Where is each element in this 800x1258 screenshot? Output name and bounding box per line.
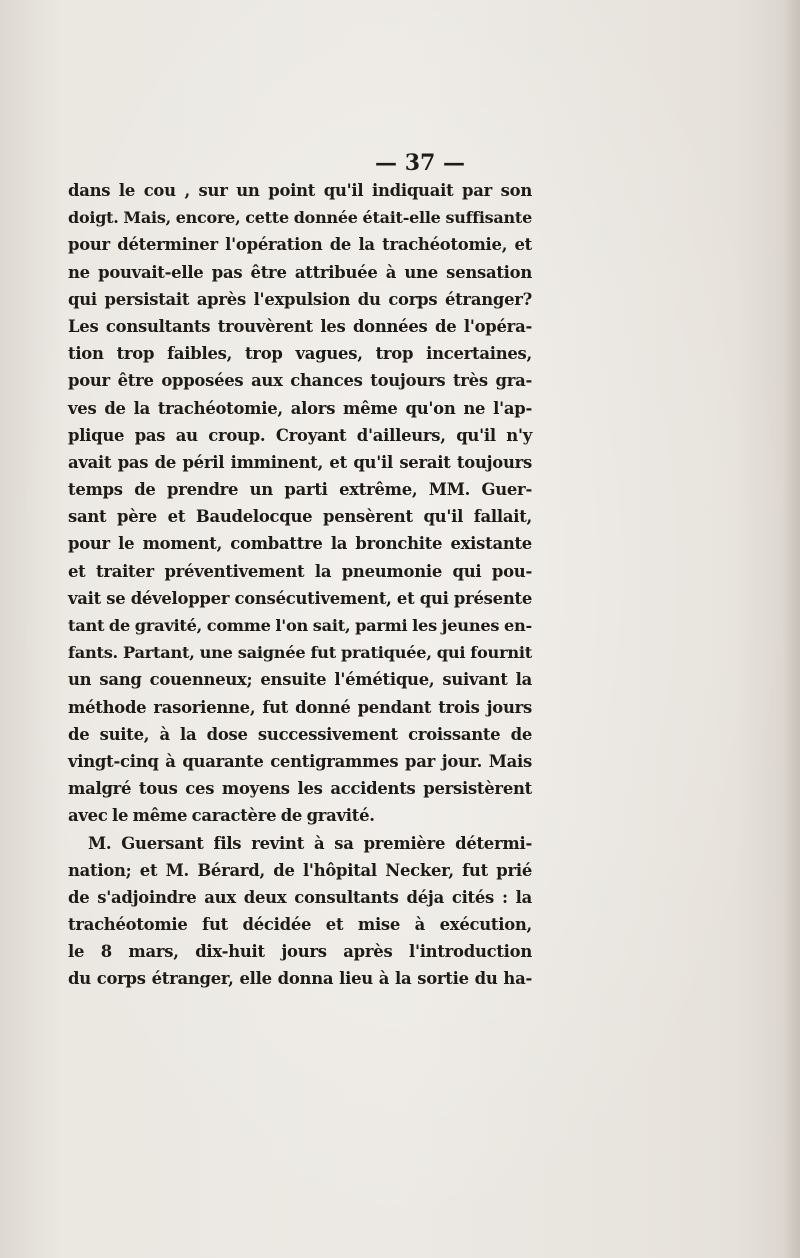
text-line: pour être opposées aux chances toujours très gra- xyxy=(68,371,532,391)
text-line: fants. Partant, une saignée fut pratiquée, qui fournit xyxy=(68,643,532,663)
text-line: et traiter préventivement la pneumonie qui pou- xyxy=(68,561,532,581)
text-line: malgré tous ces moyens les accidents persistèrent xyxy=(68,779,532,799)
text-line: tant de gravité, comme l'on sait, parmi les jeunes en- xyxy=(68,616,532,635)
text-line: du corps étranger, elle donna lieu à la sortie du ha- xyxy=(68,969,532,989)
text-line: vingt-cinq à quarante centigrammes par jour. Mais xyxy=(68,751,532,771)
text-line: le 8 mars, dix-huit jours après l'introduction xyxy=(68,942,532,962)
text-line: sant père et Baudelocque pensèrent qu'il fallait, xyxy=(68,507,532,527)
text-line: plique pas au croup. Croyant d'ailleurs, qu'il n'y xyxy=(68,425,532,445)
body-text xyxy=(68,177,532,993)
text-line: vait se développer consécutivement, et qui présente xyxy=(68,588,532,608)
text-line: Les consultants trouvèrent les données de l'opéra- xyxy=(68,316,532,336)
text-line: tion trop faibles, trop vagues, trop incertaines, xyxy=(68,344,532,364)
text-line: avec le même caractère de gravité. xyxy=(68,806,375,826)
text-line: dans le cou , sur un point qu'il indiquait par son xyxy=(68,181,532,200)
text-line: doigt. Mais, encore, cette donnée était-elle suffisante xyxy=(68,208,532,228)
text-line: de s'adjoindre aux deux consultants déja cités : la xyxy=(68,887,532,907)
text-line: pour déterminer l'opération de la trachéotomie, et xyxy=(68,235,532,255)
text-line: méthode rasorienne, fut donné pendant trois jours xyxy=(68,697,532,717)
page-edge-shadow xyxy=(782,0,800,1258)
text-line: un sang couenneux; ensuite l'émétique, suivant la xyxy=(68,670,532,690)
text-line: de suite, à la dose successivement croissante de xyxy=(68,724,532,744)
text-line: ves de la trachéotomie, alors même qu'on ne l'ap- xyxy=(68,398,532,418)
text-line: ne pouvait-elle pas être attribuée à une sensation xyxy=(68,262,532,282)
text-line: M. Guersant fils revint à sa première détermi- xyxy=(88,833,532,853)
text-line: temps de prendre un parti extrême, MM. Guer- xyxy=(68,480,532,500)
page-number: — 37 — xyxy=(375,150,465,176)
text-line: pour le moment, combattre la bronchite existante xyxy=(68,534,532,554)
text-line: trachéotomie fut décidée et mise à exécution, xyxy=(68,915,532,935)
text-line: avait pas de péril imminent, et qu'il serait toujours xyxy=(68,452,532,472)
text-line: nation; et M. Bérard, de l'hôpital Necker, fut prié xyxy=(68,860,532,880)
text-line: qui persistait après l'expulsion du corps étranger? xyxy=(68,289,532,309)
